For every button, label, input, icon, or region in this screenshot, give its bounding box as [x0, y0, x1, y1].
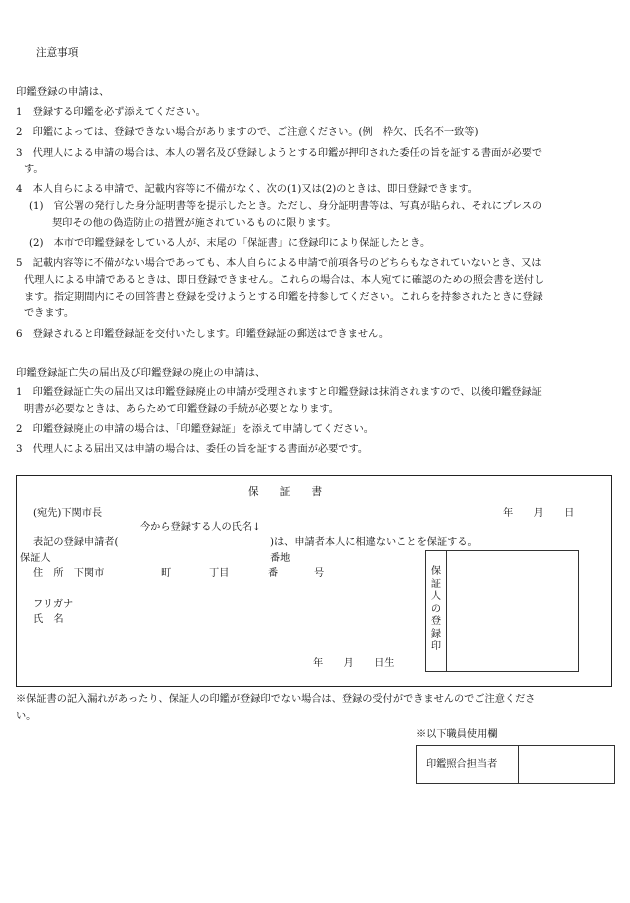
go-label: 号	[314, 568, 325, 579]
section1-line: 5 記載内容等に不備がない場合であっても、本人自らによる申請で前項各号のどちらもなされていないとき、又は	[16, 258, 542, 269]
guarantee-title: 保 証 書	[248, 486, 323, 498]
section1-line: 1 登録する印鑑を必ず添えてください。	[16, 107, 206, 118]
section1-heading: 印鑑登録の申請は、	[16, 86, 110, 98]
section1-line: 3 代理人による申請の場合は、本人の署名及び登録しようとする印鑑が押印された委任の旨を証する書面が必要で	[16, 148, 543, 159]
section2-line: 3 代理人による届出又は申請の場合は、委任の旨を証する書面が必要です。	[16, 444, 369, 455]
address-label: 住 所 下関市	[33, 568, 105, 579]
cho-label: 町	[161, 568, 172, 579]
staff-divider	[518, 745, 519, 784]
applicant-label-close: )は、申請者本人に相違ないことを保証する。	[270, 537, 478, 548]
footnote-line: い。	[16, 711, 37, 722]
section1-line: (1) 官公署の発行した身分証明書等を提示したとき。ただし、身分証明書等は、写真が貼られ、それにプレスの	[29, 201, 543, 212]
chome-label: 丁目	[209, 568, 230, 579]
seal-stamp-area[interactable]	[448, 552, 578, 670]
section2-line: 2 印鑑登録廃止の申請の場合は、「印鑑登録証」を添えて申請してください。	[16, 424, 374, 435]
staff-input-area[interactable]	[520, 747, 613, 782]
section1-line: (2) 本市で印鑑登録をしている人が、末尾の「保証書」に登録印により保証したとき。	[29, 238, 431, 249]
ban-label: 番	[268, 568, 279, 579]
banchi-label: 番地	[270, 553, 291, 564]
footnote-line: ※保証書の記入漏れがあったり、保証人の印鑑が登録印でない場合は、登録の受付ができませんのでご注意くださ	[16, 694, 536, 705]
section1-line: 契印その他の偽造防止の措置が施されているものに限ります。	[52, 218, 337, 229]
name-label: 氏 名	[33, 614, 64, 625]
furigana-label: フリガナ	[33, 599, 74, 610]
page-title: 注意事項	[36, 47, 79, 59]
staff-caption: ※以下職員使用欄	[416, 729, 498, 740]
section1-line: 4 本人自らによる申請で、記載内容等に不備がなく、次の(1)又は(2)のときは、即日登録できます。	[16, 184, 478, 195]
section1-line: 代理人による申請であるときは、即日登録できません。これらの場合は、本人宛てに確認のための照会書を送付し	[24, 275, 545, 286]
section2-heading: 印鑑登録証亡失の届出及び印鑑登録の廃止の申請は、	[16, 367, 266, 379]
section1-line: 2 印鑑によっては、登録できない場合がありますので、ご注意ください。(例 枠欠、氏名不一致等)	[16, 127, 479, 138]
section1-line: ます。指定期間内にその回答書と登録を受けようとする印鑑を持参してください。これらを持参されたときに登録	[24, 292, 543, 303]
guarantor-label: 保証人	[20, 553, 51, 564]
section1-line: す。	[24, 164, 44, 175]
birth-date-label: 年 月 日生	[313, 658, 395, 669]
date-label: 年 月 日	[503, 508, 575, 519]
applicant-label-open: 表記の登録申請者(	[33, 537, 119, 548]
section2-line: 1 印鑑登録証亡失の届出又は印鑑登録廃止の申請が受理されますと印鑑登録は抹消されますので、以後印鑑登録証	[16, 387, 542, 398]
addressee: (宛先)下関市長	[33, 508, 103, 519]
section1-line: できます。	[24, 308, 75, 319]
section1-line: 6 登録されると印鑑登録証を交付いたします。印鑑登録証の郵送はできません。	[16, 329, 390, 340]
section2-line: 明書が必要なときは、あらためて印鑑登録の手続が必要となります。	[24, 404, 339, 415]
arrow-note: 今から登録する人の氏名↓	[140, 522, 261, 533]
seal-label: 保証人の登録印	[430, 566, 442, 652]
seal-divider	[446, 550, 447, 672]
staff-label: 印鑑照合担当者	[426, 759, 498, 770]
applicant-name-field[interactable]	[135, 536, 270, 550]
